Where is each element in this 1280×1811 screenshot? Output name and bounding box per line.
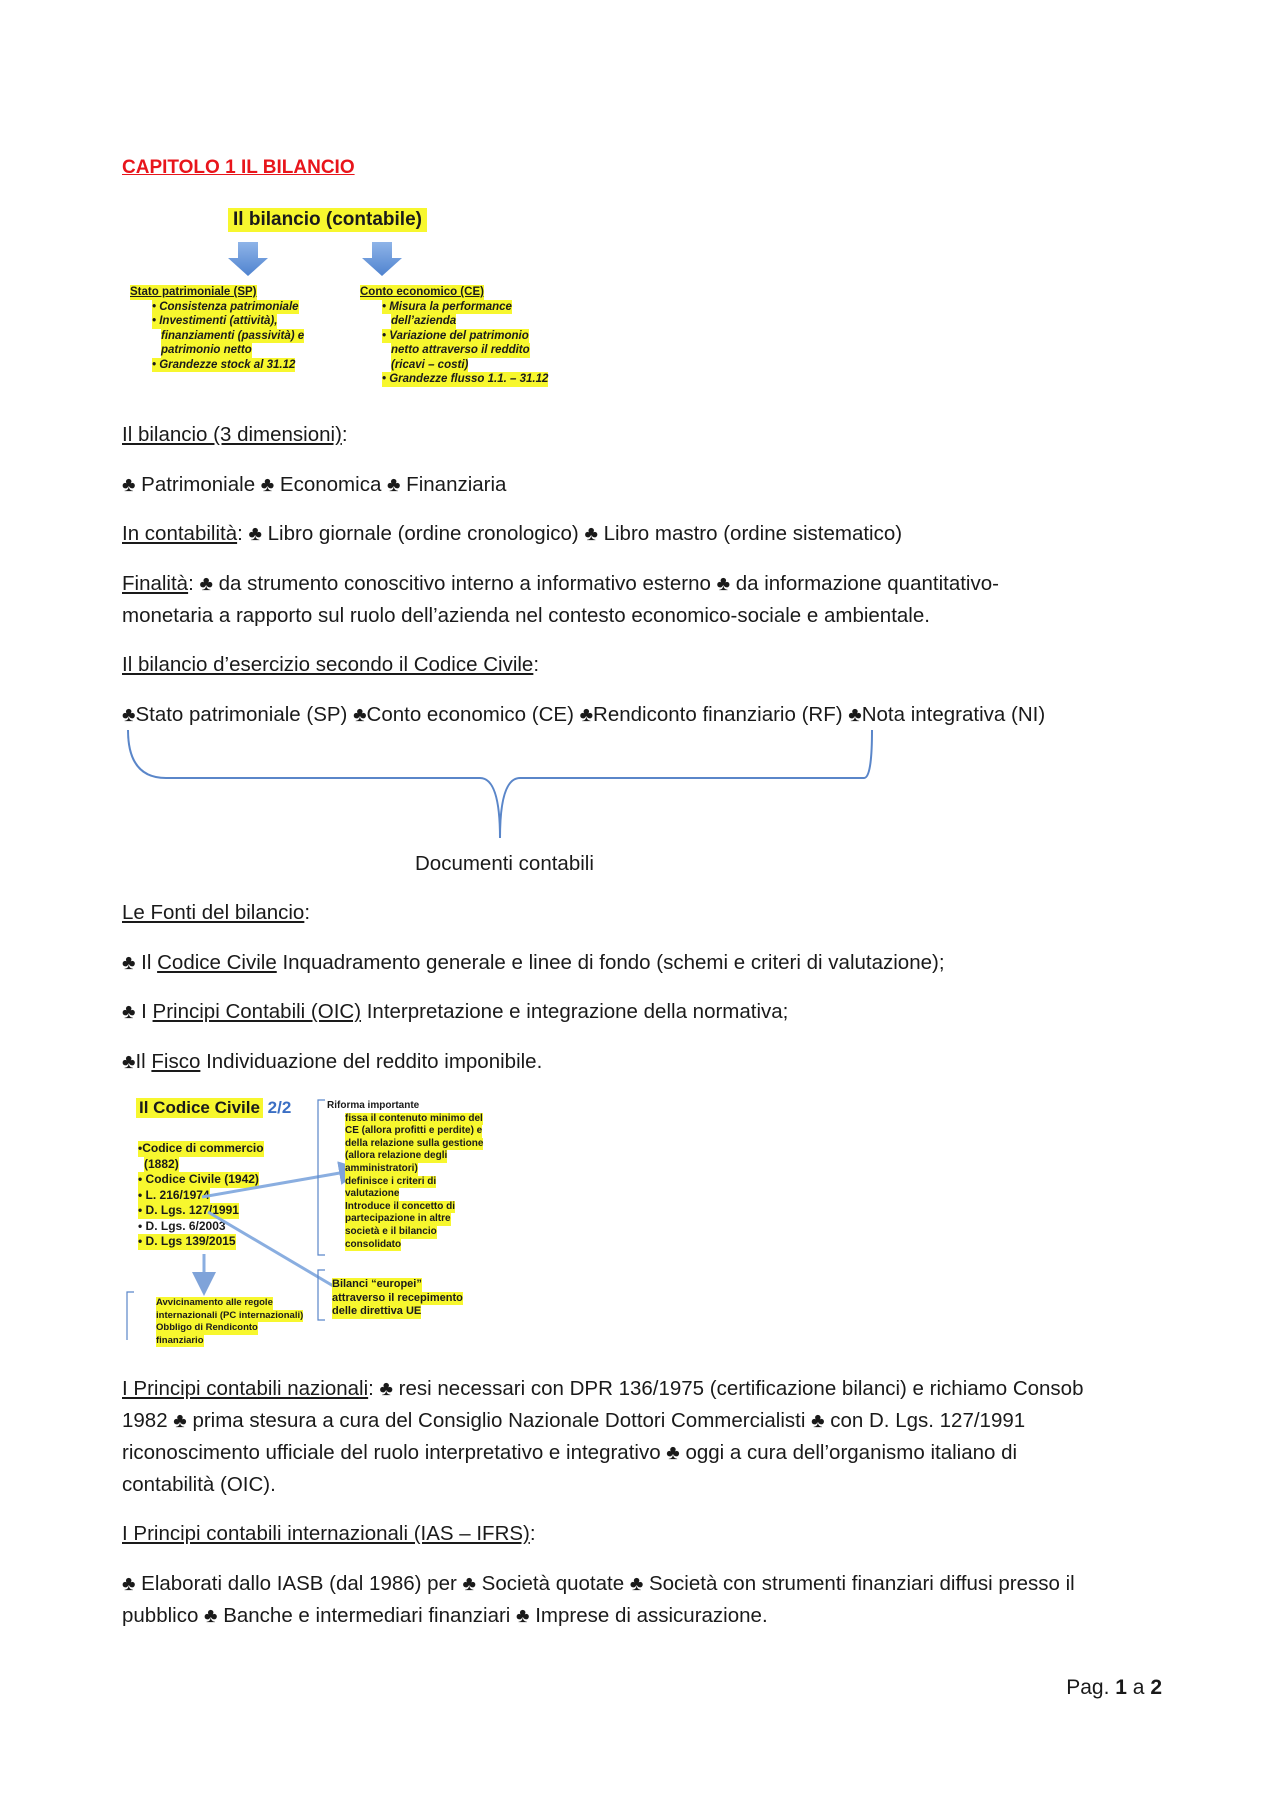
sp-item: • Investimenti (attività), (152, 315, 278, 327)
ce-item: netto attraverso il reddito (391, 344, 530, 356)
riforma-item: fissa il contenuto minimo del (345, 1112, 483, 1124)
law-item: • D. Lgs. 127/1991 (138, 1203, 239, 1217)
bullet-text: ♣Il (122, 1050, 152, 1073)
nazionali-text: : ♣ resi necessari con DPR 136/1975 (certificazione bilanci) e richiamo Consob (368, 1377, 1084, 1400)
fonti-desc: Inquadramento generale e linee di fondo (schemi e criteri di valutazione); (276, 951, 945, 974)
law-item: • Codice Civile (1942) (138, 1172, 259, 1186)
ce-item: dell’azienda (391, 315, 457, 327)
fonti-label: Le Fonti del bilancio (122, 901, 305, 924)
riforma-item: partecipazione in altre (345, 1213, 451, 1225)
riforma-item: consolidato (345, 1238, 402, 1250)
contabilita-line (122, 518, 1162, 550)
law-item: (1882) (144, 1156, 179, 1171)
fonti-term: Codice Civile (157, 951, 277, 974)
riforma-item: società e il bilancio (345, 1225, 437, 1237)
dimensioni-label: Il bilancio (3 dimensioni) (122, 423, 342, 446)
bottom-item: Obbligo di Rendiconto (156, 1322, 258, 1333)
nazionali-text: riconoscimento ufficiale del ruolo interpretativo e integrativo ♣ oggi a cura dell’organismo italiano di (122, 1441, 1018, 1464)
sp-item: finanziamenti (passività) e (161, 329, 305, 342)
fonti-heading (122, 897, 1162, 929)
dimensioni-text: ♣ Patrimoniale ♣ Economica ♣ Finanziaria (122, 473, 507, 496)
down-arrows-icon (122, 200, 582, 280)
fonti-item (122, 996, 1162, 1028)
finalita-text: monetaria a rapporto sul ruolo dell’azienda nel contesto economico-sociale e ambientale. (122, 604, 930, 627)
law-item: • D. Lgs. 6/2003 (138, 1218, 226, 1233)
nazionali-text: contabilità (OIC). (122, 1473, 276, 1496)
europei-item: delle direttiva UE (332, 1305, 422, 1317)
footer-text: Pag. (1066, 1676, 1116, 1699)
internazionali-label: I Principi contabili internazionali (IAS – IFRS) (122, 1522, 530, 1545)
fonti-desc: Interpretazione e integrazione della normativa; (361, 1000, 789, 1023)
diagram2-title: Il Codice Civile (136, 1098, 263, 1118)
law-item: •Codice di commercio (138, 1141, 264, 1155)
riforma-item: Introduce il concetto di (345, 1200, 456, 1212)
sp-item: • Grandezze stock al 31.12 (152, 358, 296, 371)
fonti-desc: Individuazione del reddito imponibile. (200, 1050, 543, 1073)
riforma-item: della relazione sulla gestione (345, 1137, 484, 1149)
nazionali-paragraph (122, 1373, 1162, 1501)
europei-item: Bilanci “europei” (332, 1278, 422, 1290)
page-footer (1066, 1676, 1162, 1700)
colon: : (304, 901, 311, 924)
nazionali-label: I Principi contabili nazionali (122, 1377, 369, 1400)
diagram-header: Il bilancio (contabile) (228, 208, 427, 232)
fonti-item (122, 947, 1162, 979)
riforma-item: CE (allora profitti e perdite) e (345, 1125, 483, 1137)
internazionali-text: pubblico ♣ Banche e intermediari finanziari ♣ Imprese di assicurazione. (122, 1604, 768, 1627)
bottom-item: internazionali (PC internazionali) (156, 1309, 304, 1321)
ce-item: • Misura la performance (382, 300, 512, 313)
bullet-text: ♣ I (122, 1000, 153, 1023)
ce-column (360, 285, 548, 387)
law-item: • L. 216/1974 (138, 1187, 210, 1202)
law-item: • D. Lgs 139/2015 (138, 1234, 236, 1248)
riforma-item: (allora relazione degli (345, 1150, 448, 1162)
documenti-line: ♣Stato patrimoniale (SP) ♣Conto economico (CE) ♣Rendiconto finanziario (RF) ♣Nota integrativa (NI) (122, 703, 1046, 726)
finalita-label: Finalità (122, 572, 189, 595)
contabilita-text: : ♣ Libro giornale (ordine cronologico) ♣ Libro mastro (ordine sistematico) (237, 522, 903, 545)
ce-title: Conto economico (CE) (360, 286, 484, 298)
internazionali-paragraph (122, 1568, 1162, 1632)
documenti-contabili-label: Documenti contabili (415, 852, 594, 875)
riforma-item: definisce i criteri di (345, 1175, 437, 1187)
fonti-term: Fisco (151, 1050, 201, 1073)
internazionali-heading (122, 1518, 1162, 1550)
nazionali-text: 1982 ♣ prima stesura a cura del Consiglio Nazionale Dottori Commercialisti ♣ con D. Lgs. 127/1991 (122, 1409, 1026, 1432)
finalita-paragraph (122, 568, 1162, 632)
sp-item: • Consistenza patrimoniale (152, 300, 299, 313)
colon: : (341, 423, 348, 446)
bottom-box (156, 1297, 303, 1347)
bilancio-diagram (122, 200, 582, 395)
colon: : (529, 1522, 536, 1545)
page-number: 1 (1115, 1676, 1127, 1699)
ce-item: • Variazione del patrimonio (382, 329, 529, 342)
ce-item: • Grandezze flusso 1.1. – 31.12 (382, 373, 549, 385)
sp-item: patrimonio netto (161, 344, 252, 356)
sp-column (130, 285, 304, 372)
europei-item: attraverso il recepimento (332, 1291, 463, 1304)
chapter-title: CAPITOLO 1 IL BILANCIO (122, 157, 355, 178)
sp-title: Stato patrimoniale (SP) (130, 286, 257, 298)
bottom-item: Avvicinamento alle regole (156, 1297, 273, 1308)
curly-brace-icon (120, 728, 880, 843)
codice-civile-label: Il bilancio d’esercizio secondo il Codice Civile (122, 653, 534, 676)
riforma-item: amministratori) (345, 1162, 418, 1174)
footer-text: a (1126, 1676, 1151, 1699)
dimensioni-heading (122, 419, 1162, 451)
colon: : (533, 653, 540, 676)
riforma-box (327, 1100, 483, 1251)
ce-item: (ricavi – costi) (391, 358, 469, 371)
internazionali-text: ♣ Elaborati dallo IASB (dal 1986) per ♣ Società quotate ♣ Società con strumenti finanziari diffusi presso il (122, 1572, 1075, 1595)
europei-box (332, 1278, 463, 1319)
diagram2-page: 2/2 (262, 1098, 292, 1117)
codice-civile-diagram (122, 1090, 562, 1360)
fonti-term: Principi Contabili (OIC) (152, 1000, 362, 1023)
riforma-title: Riforma importante (327, 1100, 420, 1111)
fonti-item (122, 1046, 1162, 1078)
bullet-text: ♣ Il (122, 951, 158, 974)
contabilita-label: In contabilità (122, 522, 238, 545)
bottom-item: finanziario (156, 1334, 204, 1346)
page-total: 2 (1150, 1676, 1162, 1699)
codice-civile-heading (122, 649, 1162, 681)
riforma-item: valutazione (345, 1188, 400, 1200)
finalita-text: : ♣ da strumento conoscitivo interno a informativo esterno ♣ da informazione quantitativo- (188, 572, 999, 595)
